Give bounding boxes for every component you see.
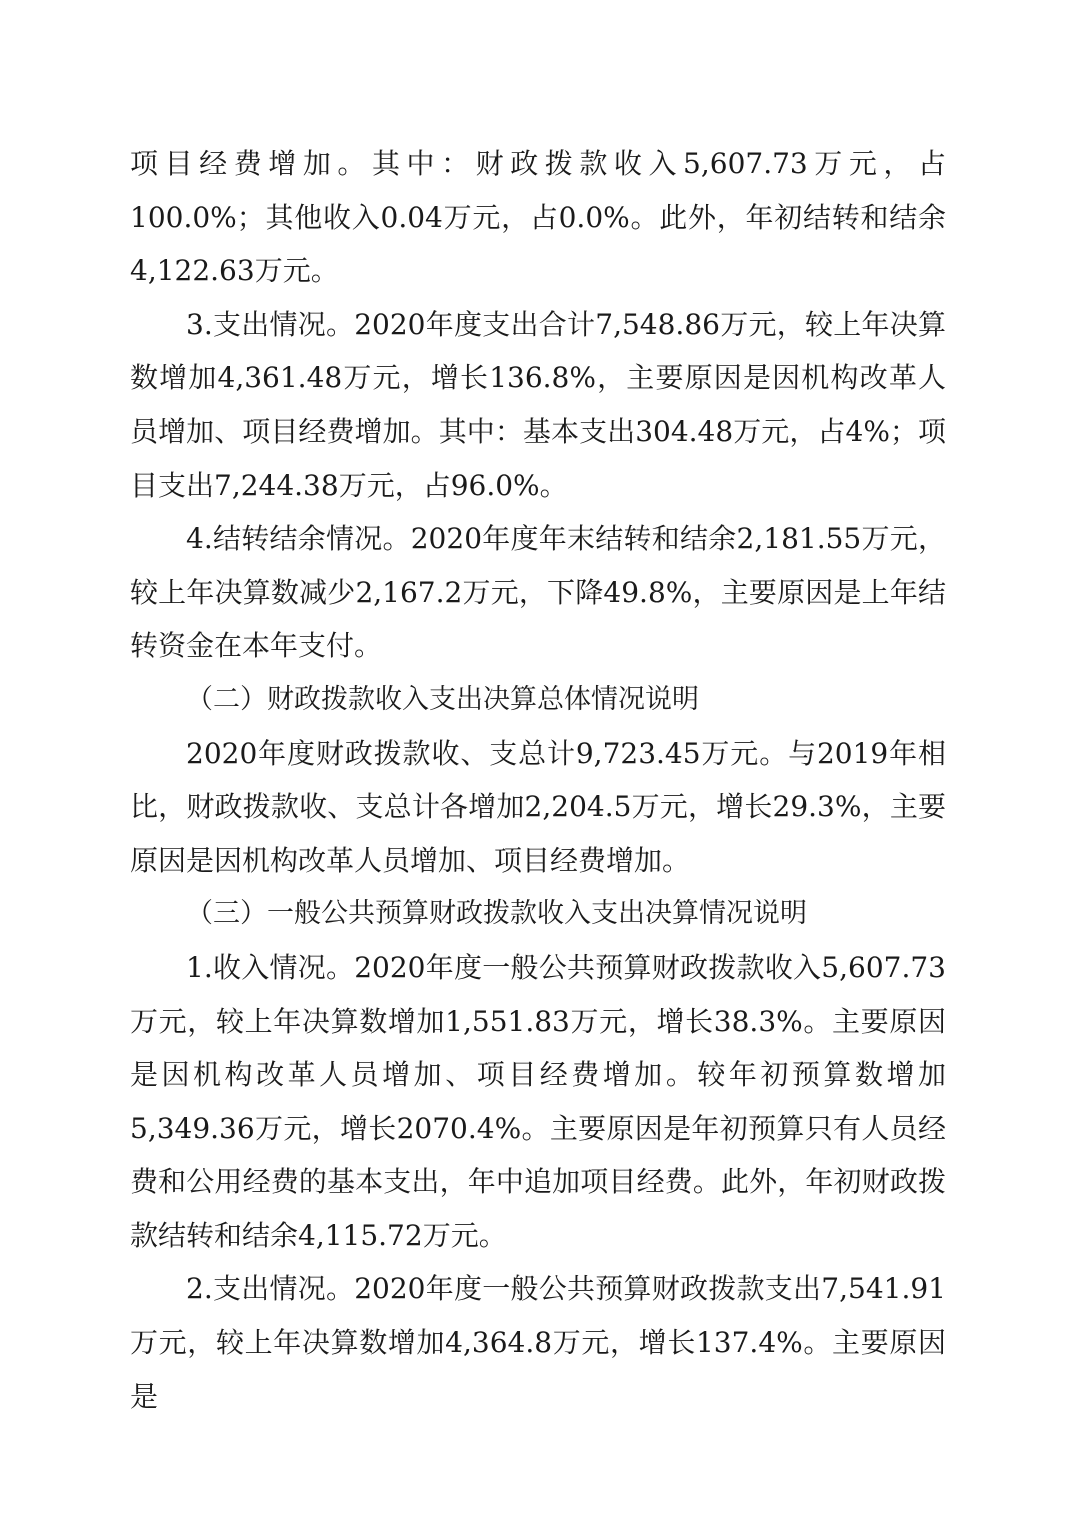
section-heading-general-budget: （三）一般公共预算财政拨款收入支出决算情况说明 xyxy=(186,898,807,930)
paragraph-general-expenditure: 2.支出情况。2020年度一般公共预算财政拨款支出7,541.91万元，较上年决算数增加4,364.8万元，增长137.4%。主要原因是 xyxy=(130,1272,946,1413)
document-body xyxy=(130,137,946,1423)
paragraph-general-income: 1.收入情况。2020年度一般公共预算财政拨款收入5,607.73万元，较上年决算数增加1,551.83万元，增长38.3%。主要原因是因机构改革人员增加、项目经费增加。较年初预算数增加5,349.36万元，增长2070.4%。主要原因是年初预算只有人员经费和公用经费的基本支出，年中追加项目经费。此外，年初财政拨款结转和结余4,115.72万元。 xyxy=(130,950,946,1252)
paragraph-income-continued: 项目经费增加。其中：财政拨款收入5,607.73万元，占100.0%；其他收入0.04万元，占0.0%。此外，年初结转和结余4,122.63万元。 xyxy=(130,147,946,288)
paragraph-fiscal-total: 2020年度财政拨款收、支总计9,723.45万元。与2019年相比，财政拨款收、支总计各增加2,204.5万元，增长29.3%，主要原因是因机构改革人员增加、项目经费增加。 xyxy=(130,736,946,877)
paragraph-carryover: 4.结转结余情况。2020年度年末结转和结余2,181.55万元，较上年决算数减少2,167.2万元，下降49.8%，主要原因是上年结转资金在本年支付。 xyxy=(130,522,946,663)
section-heading-fiscal-appropriation: （二）财政拨款收入支出决算总体情况说明 xyxy=(186,683,699,715)
paragraph-expenditure: 3.支出情况。2020年度支出合计7,548.86万元，较上年决算数增加4,361.48万元，增长136.8%，主要原因是因机构改革人员增加、项目经费增加。其中：基本支出304.48万元，占4%；项目支出7,244.38万元，占96.0%。 xyxy=(130,307,946,502)
